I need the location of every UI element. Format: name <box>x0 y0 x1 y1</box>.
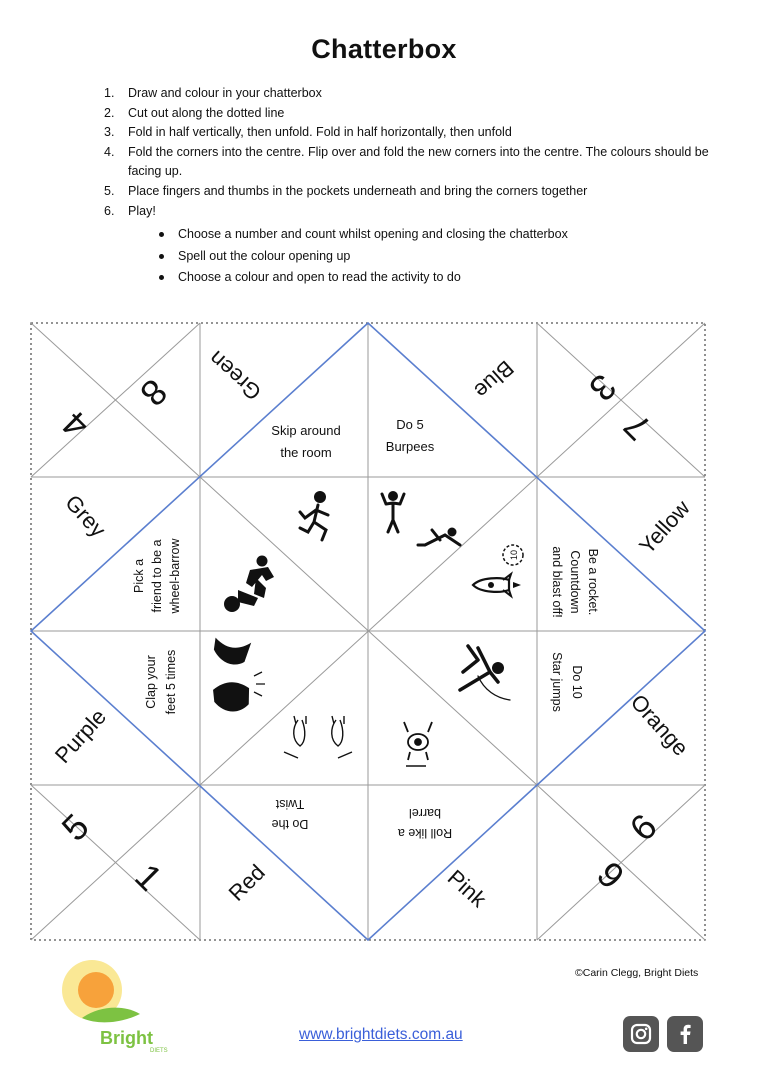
skipping-person-icon <box>300 491 328 540</box>
colour-label: Purple <box>49 703 111 768</box>
instagram-icon[interactable] <box>623 1016 659 1052</box>
svg-text:Clap your: Clap your <box>144 655 158 709</box>
svg-text:Twist: Twist <box>275 797 305 811</box>
bullet-item: Choose a number and count whilst opening and closing the chatterbox <box>156 224 568 246</box>
number-label: 8 <box>132 371 176 415</box>
activity-roll-barrel <box>398 806 452 840</box>
activity-star-jumps <box>550 652 584 712</box>
colour-label: Yellow <box>634 495 695 559</box>
svg-text:barrel: barrel <box>409 806 441 820</box>
number-label: 9 <box>589 853 633 897</box>
twisting-feet-icon <box>284 716 352 758</box>
number-label: 7 <box>615 405 659 449</box>
number-label: 4 <box>53 403 97 447</box>
fold-grid <box>31 323 705 940</box>
facebook-icon[interactable] <box>667 1016 703 1052</box>
page-title: Chatterbox <box>311 34 457 64</box>
svg-text:Pick a: Pick a <box>132 558 146 594</box>
step-item: 3. Fold in half vertically, then unfold. Fold in half horizontally, then unfold <box>104 125 512 140</box>
svg-text:Do the: Do the <box>271 817 309 831</box>
activity-wheelbarrow <box>132 538 182 615</box>
activity-burpees <box>386 417 435 454</box>
colour-label: Blue <box>469 355 519 404</box>
bullet-item: Choose a colour and open to read the activity to do <box>156 267 568 289</box>
rolling-barrel-person-icon <box>404 722 432 766</box>
number-label: 6 <box>621 805 665 849</box>
step-item: 4. Fold the corners into the centre. Flip over and fold the new corners into the centre. The colours should be facing up. <box>104 144 709 179</box>
countdown-badge <box>503 545 523 565</box>
svg-text:Do 5: Do 5 <box>396 417 424 432</box>
svg-text:Skip around: Skip around <box>271 423 341 438</box>
activity-rocket <box>550 546 600 617</box>
svg-text:Roll like a: Roll like a <box>397 826 453 840</box>
copyright-notice: ©Carin Clegg, Bright Diets <box>575 967 699 979</box>
step-item: 1. Draw and colour in your chatterbox <box>104 86 322 100</box>
svg-text:Countdown: Countdown <box>568 550 582 614</box>
website-link[interactable]: www.brightdiets.com.au <box>299 1026 463 1043</box>
clapping-feet-icon <box>212 638 265 714</box>
activity-clap-feet <box>144 650 178 715</box>
svg-text:and blast off!: and blast off! <box>550 546 564 618</box>
colour-label: Grey <box>60 489 111 543</box>
svg-text:feet 5 times: feet 5 times <box>164 649 178 715</box>
colour-label: Pink <box>442 864 492 913</box>
bright-diets-logo <box>52 960 182 1055</box>
svg-text:Be a rocket.: Be a rocket. <box>586 548 600 616</box>
activity-skip <box>271 423 340 460</box>
svg-text:wheel-barrow: wheel-barrow <box>168 538 182 614</box>
number-label: 3 <box>581 366 625 410</box>
colour-label: Red <box>223 859 270 906</box>
number-label: 5 <box>53 805 97 849</box>
burpee-person-icon <box>382 491 460 545</box>
svg-text:Do 10: Do 10 <box>570 665 584 699</box>
step-item: 5. Place fingers and thumbs in the pockets underneath and bring the corners together <box>104 183 588 198</box>
svg-text:Burpees: Burpees <box>385 439 435 454</box>
step-item: 6. Play! <box>104 203 156 218</box>
svg-text:Bright: Bright <box>100 1028 153 1048</box>
wheelbarrow-people-icon <box>224 556 274 613</box>
svg-text:the room: the room <box>280 445 332 460</box>
svg-text:Star jumps: Star jumps <box>550 652 564 712</box>
svg-text:DIETS: DIETS <box>150 1048 168 1054</box>
star-jump-person-icon <box>460 646 510 700</box>
colour-label: Green <box>203 345 267 406</box>
svg-text:friend to be a: friend to be a <box>150 539 164 613</box>
bullet-item: Spell out the colour opening up <box>156 246 568 268</box>
rocket-icon <box>473 574 521 596</box>
activity-twist <box>272 797 309 831</box>
step-item: 2. Cut out along the dotted line <box>104 105 285 120</box>
svg-text:10: 10 <box>509 549 519 561</box>
colour-label: Orange <box>625 689 694 761</box>
number-label: 1 <box>127 855 171 899</box>
